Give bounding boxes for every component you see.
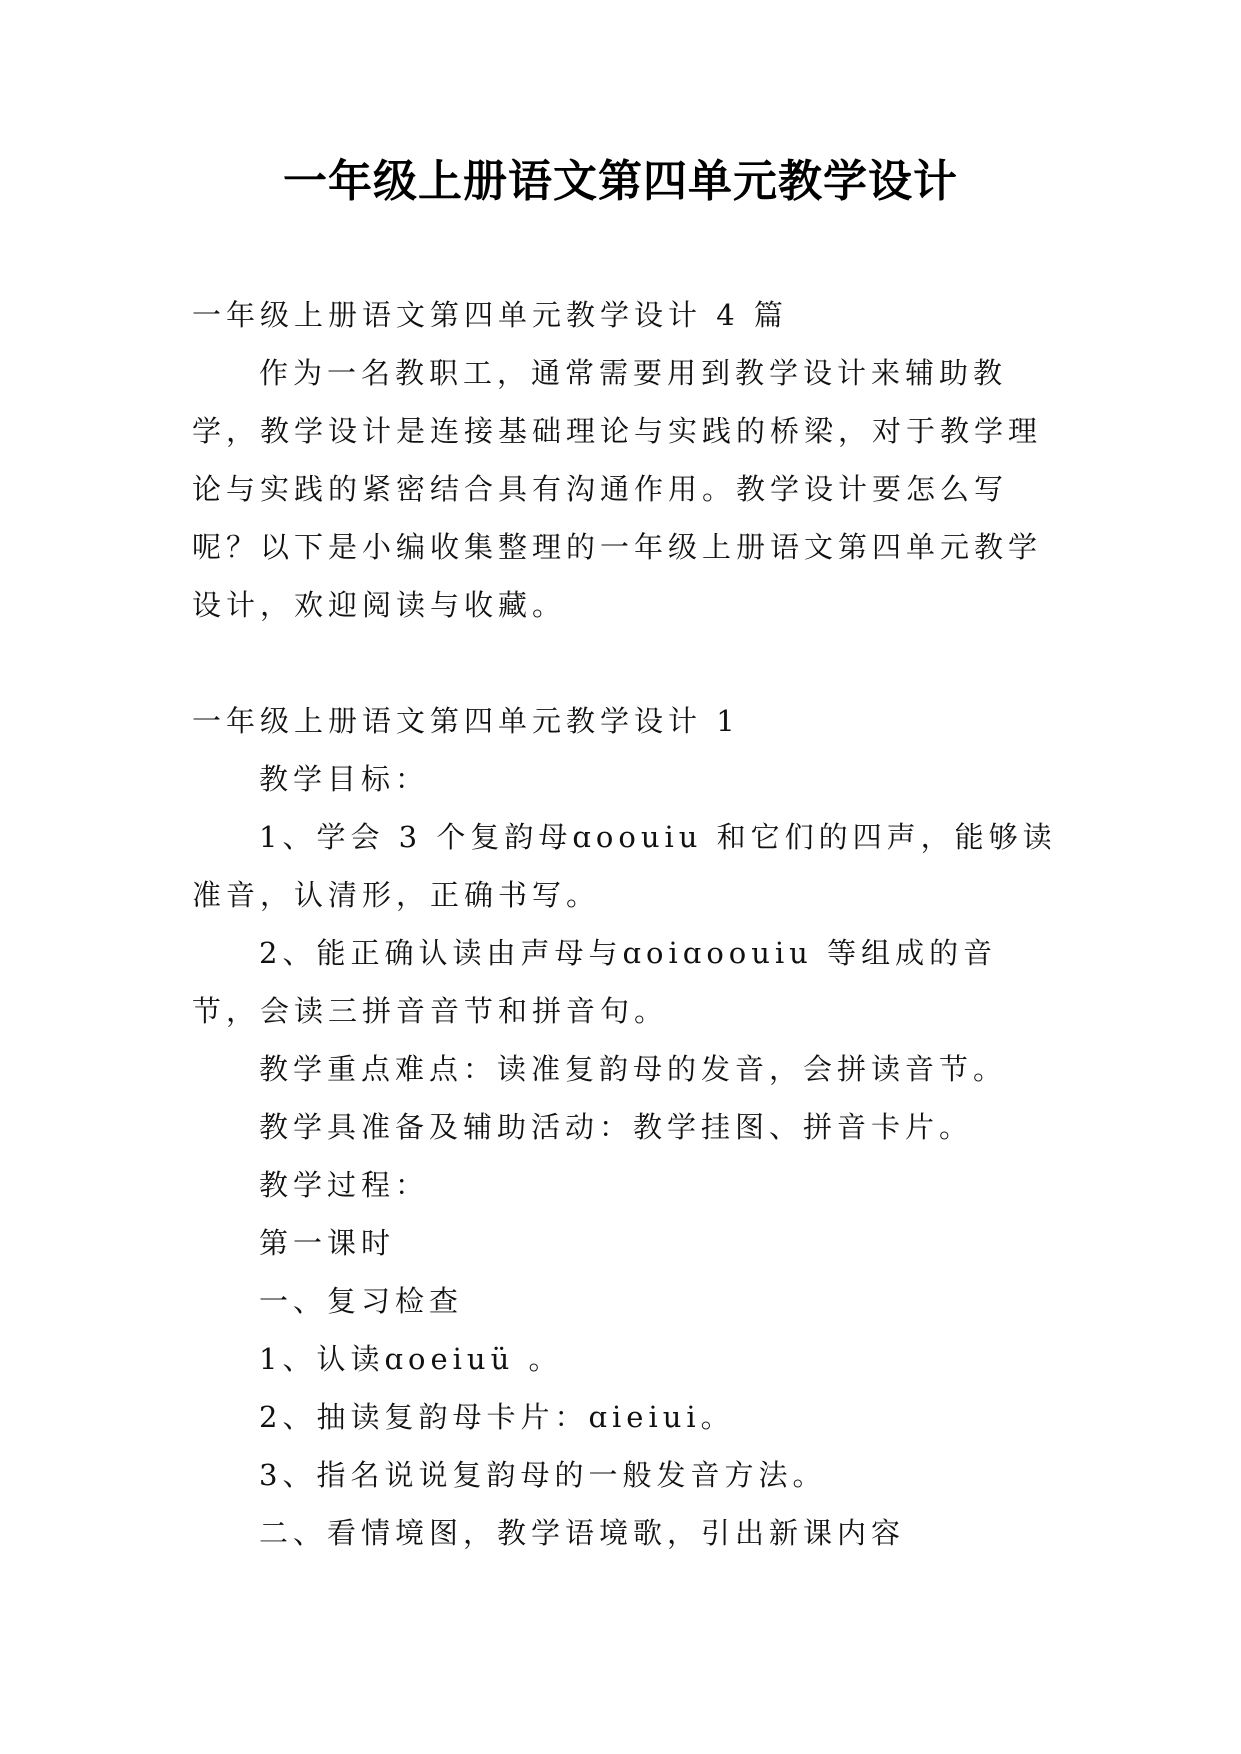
paragraph-review: 一、复习检查 — [259, 1284, 464, 1318]
paragraph-goal-2: 2、能正确认读由声母与ɑoiɑoouiu 等组成的音节，会读三拼音音节和拼音句。 — [192, 936, 998, 1028]
paragraph-teaching-goals: 教学目标： — [259, 762, 430, 796]
document-title: 一年级上册语文第四单元教学设计 — [283, 156, 958, 207]
paragraph-materials: 教学具准备及辅助活动：教学挂图、拼音卡片。 — [259, 1110, 974, 1144]
paragraph-goal-1: 1、学会 3 个复韵母ɑoouiu 和它们的四声，能够读准音，认清形，正确书写。 — [192, 820, 1057, 912]
paragraph-review-3: 3、指名说说复韵母的一般发音方法。 — [259, 1458, 827, 1492]
paragraph-first-lesson: 第一课时 — [259, 1226, 396, 1260]
intro-paragraph: 作为一名教职工，通常需要用到教学设计来辅助教学，教学设计是连接基础理论与实践的桥梁，对于教学理论与实践的紧密结合具有沟通作用。教学设计要怎么写呢？以下是小编收集整理的一年级上册语文第四单元教学设计，欢迎阅读与收藏。 — [192, 356, 1043, 622]
paragraph-key-points: 教学重点难点：读准复韵母的发音，会拼读音节。 — [259, 1052, 1008, 1086]
paragraph-review-2: 2、抽读复韵母卡片：ɑieiui。 — [259, 1400, 735, 1434]
section-spacer — [192, 634, 1062, 692]
section-heading: 一年级上册语文第四单元教学设计 1 — [192, 704, 740, 738]
document-body — [192, 286, 1062, 1562]
paragraph-process: 教学过程： — [259, 1168, 430, 1202]
intro-heading: 一年级上册语文第四单元教学设计 4 篇 — [192, 298, 788, 332]
paragraph-review-1: 1、认读ɑoeiuü 。 — [259, 1342, 563, 1376]
paragraph-situation: 二、看情境图，教学语境歌，引出新课内容 — [259, 1516, 906, 1550]
